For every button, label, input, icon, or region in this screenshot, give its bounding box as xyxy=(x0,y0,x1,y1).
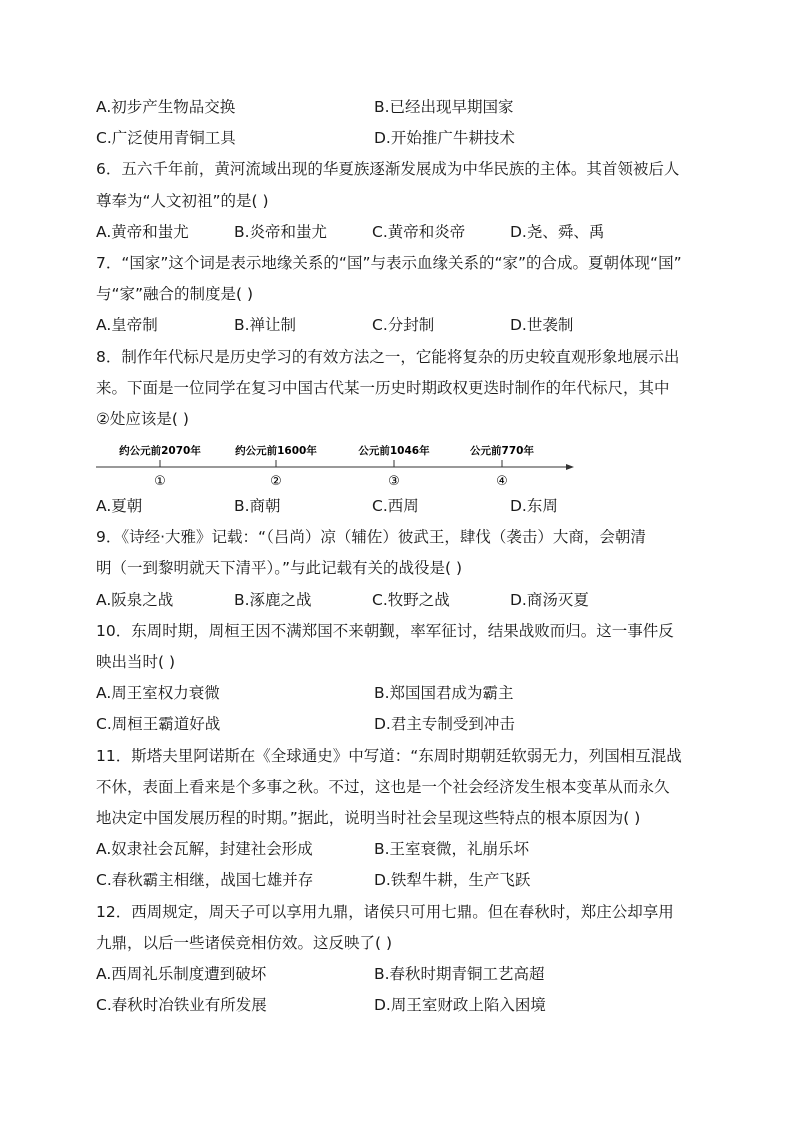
q9-option-a: A.阪泉之战 xyxy=(96,590,174,609)
timeline-mark-4: ④ xyxy=(496,474,508,490)
timeline-label-1: 约公元前2070年 xyxy=(119,445,201,458)
q7-options xyxy=(96,310,701,341)
q11-options-row1 xyxy=(96,834,701,865)
timeline-mark-2: ② xyxy=(270,474,282,490)
q6-options xyxy=(96,217,701,248)
q11-option-c: C.春秋霸主相继，战国七雄并存 xyxy=(96,871,314,890)
q12-option-c: C.春秋时冶铁业有所发展 xyxy=(96,996,267,1015)
q7-option-c: C.分封制 xyxy=(372,316,435,335)
q12-stem-line2: 九鼎，以后一些诸侯竞相仿效。这反映了( ) xyxy=(96,933,393,952)
q7-stem-line2: 与“家”融合的制度是( ) xyxy=(96,285,254,304)
timeline-label-2: 约公元前1600年 xyxy=(235,445,317,458)
q6-stem-line2: 尊奉为“人文初祖”的是( ) xyxy=(96,191,269,210)
timeline-label-3: 公元前1046年 xyxy=(358,445,430,458)
q5-options-row1 xyxy=(96,92,701,123)
q6-option-c: C.黄帝和炎帝 xyxy=(372,222,466,241)
q5-option-c: C.广泛使用青铜工具 xyxy=(96,129,236,148)
q10-options-row1 xyxy=(96,678,701,709)
q6-option-d: D.尧、舜、禹 xyxy=(510,222,605,241)
q9-option-b: B.涿鹿之战 xyxy=(234,590,312,609)
q8-option-a: A.夏朝 xyxy=(96,497,143,516)
q12-stem-line1: 12．西周规定，周天子可以享用九鼎，诸侯只可用七鼎。但在春秋时，郑庄公却享用 xyxy=(96,902,674,921)
q11-stem-line3: 地决定中国发展历程的时期。”据此，说明当时社会呈现这些特点的根本原因为( ) xyxy=(96,808,641,827)
q10-option-d: D.君主专制受到冲击 xyxy=(374,715,515,734)
q12-option-d: D.周王室财政上陷入困境 xyxy=(374,996,546,1015)
q5-option-a: A.初步产生物品交换 xyxy=(96,98,236,116)
q11-option-b: B.王室衰微，礼崩乐坏 xyxy=(374,840,530,859)
timeline-mark-1: ① xyxy=(154,474,166,490)
q11-option-d: D.铁犁牛耕，生产飞跃 xyxy=(374,871,531,890)
q8-stem-line3: ②处应该是( ) xyxy=(96,409,189,428)
timeline-ruler xyxy=(96,435,586,491)
q8-option-c: C.西周 xyxy=(372,497,419,516)
q8-stem-line2: 来。下面是一位同学在复习中国古代某一历史时期政权更迭时制作的年代标尺，其中 xyxy=(96,378,670,397)
q12-option-a: A.西周礼乐制度遭到破坏 xyxy=(96,964,267,983)
q9-options xyxy=(96,585,701,616)
q11-options-row2 xyxy=(96,865,701,896)
q5-option-d: D.开始推广牛耕技术 xyxy=(374,129,515,148)
q6-stem-line1: 6．五六千年前，黄河流域出现的华夏族逐渐发展成为中华民族的主体。其首领被后人 xyxy=(96,160,680,179)
timeline-mark-3: ③ xyxy=(388,474,400,490)
q10-options-row2 xyxy=(96,709,701,740)
q11-stem-line2: 不休，表面上看来是个多事之秋。不过，这也是一个社会经济发生根本变革从而永久 xyxy=(96,777,670,796)
q12-options-row2 xyxy=(96,990,701,1021)
q7-stem-line1: 7．“国家”这个词是表示地缘关系的“国”与表示血缘关系的“家”的合成。夏朝体现“国” xyxy=(96,253,682,272)
q8-option-d: D.东周 xyxy=(510,497,558,516)
q8-stem-line1: 8．制作年代标尺是历史学习的有效方法之一，它能将复杂的历史较直观形象地展示出 xyxy=(96,347,680,366)
q10-stem-line2: 映出当时( ) xyxy=(96,653,176,671)
q8-options xyxy=(96,491,701,522)
q12-options-row1 xyxy=(96,959,701,990)
timeline-arrow-icon xyxy=(566,464,574,470)
q5-option-b: B.已经出现早期国家 xyxy=(374,98,514,116)
q12-option-b: B.春秋时期青铜工艺高超 xyxy=(374,964,545,983)
q9-option-c: C.牧野之战 xyxy=(372,590,450,609)
q7-option-d: D.世袭制 xyxy=(510,316,574,335)
timeline-label-4: 公元前770年 xyxy=(470,445,534,458)
q9-stem-line1: 9．《诗经·大雅》记载：“（吕尚）凉（辅佐）彼武王，肆伐（袭击）大商，会朝清 xyxy=(96,528,646,547)
q7-option-a: A.皇帝制 xyxy=(96,316,158,335)
q6-option-b: B.炎帝和蚩尤 xyxy=(234,222,328,241)
q10-option-a: A.周王室权力衰微 xyxy=(96,684,220,703)
q6-option-a: A.黄帝和蚩尤 xyxy=(96,222,189,241)
q10-option-b: B.郑国国君成为霸主 xyxy=(374,684,514,703)
q9-stem-line2: 明（一到黎明就天下清平）。”与此记载有关的战役是( ) xyxy=(96,559,463,578)
q10-stem-line1: 10．东周时期，周桓王因不满郑国不来朝觐，率军征讨，结果战败而归。这一事件反 xyxy=(96,621,674,640)
q8-option-b: B.商朝 xyxy=(234,497,281,516)
q11-option-a: A.奴隶社会瓦解，封建社会形成 xyxy=(96,840,313,859)
exam-page xyxy=(96,92,701,1021)
q7-option-b: B.禅让制 xyxy=(234,316,297,335)
q10-option-c: C.周桓王霸道好战 xyxy=(96,715,221,734)
q11-stem-line1: 11．斯塔夫里阿诺斯在《全球通史》中写道：“东周时期朝廷软弱无力，列国相互混战 xyxy=(96,746,682,765)
q8-timeline xyxy=(96,435,701,491)
q9-option-d: D.商汤灭夏 xyxy=(510,590,589,609)
q5-options-row2 xyxy=(96,123,701,154)
